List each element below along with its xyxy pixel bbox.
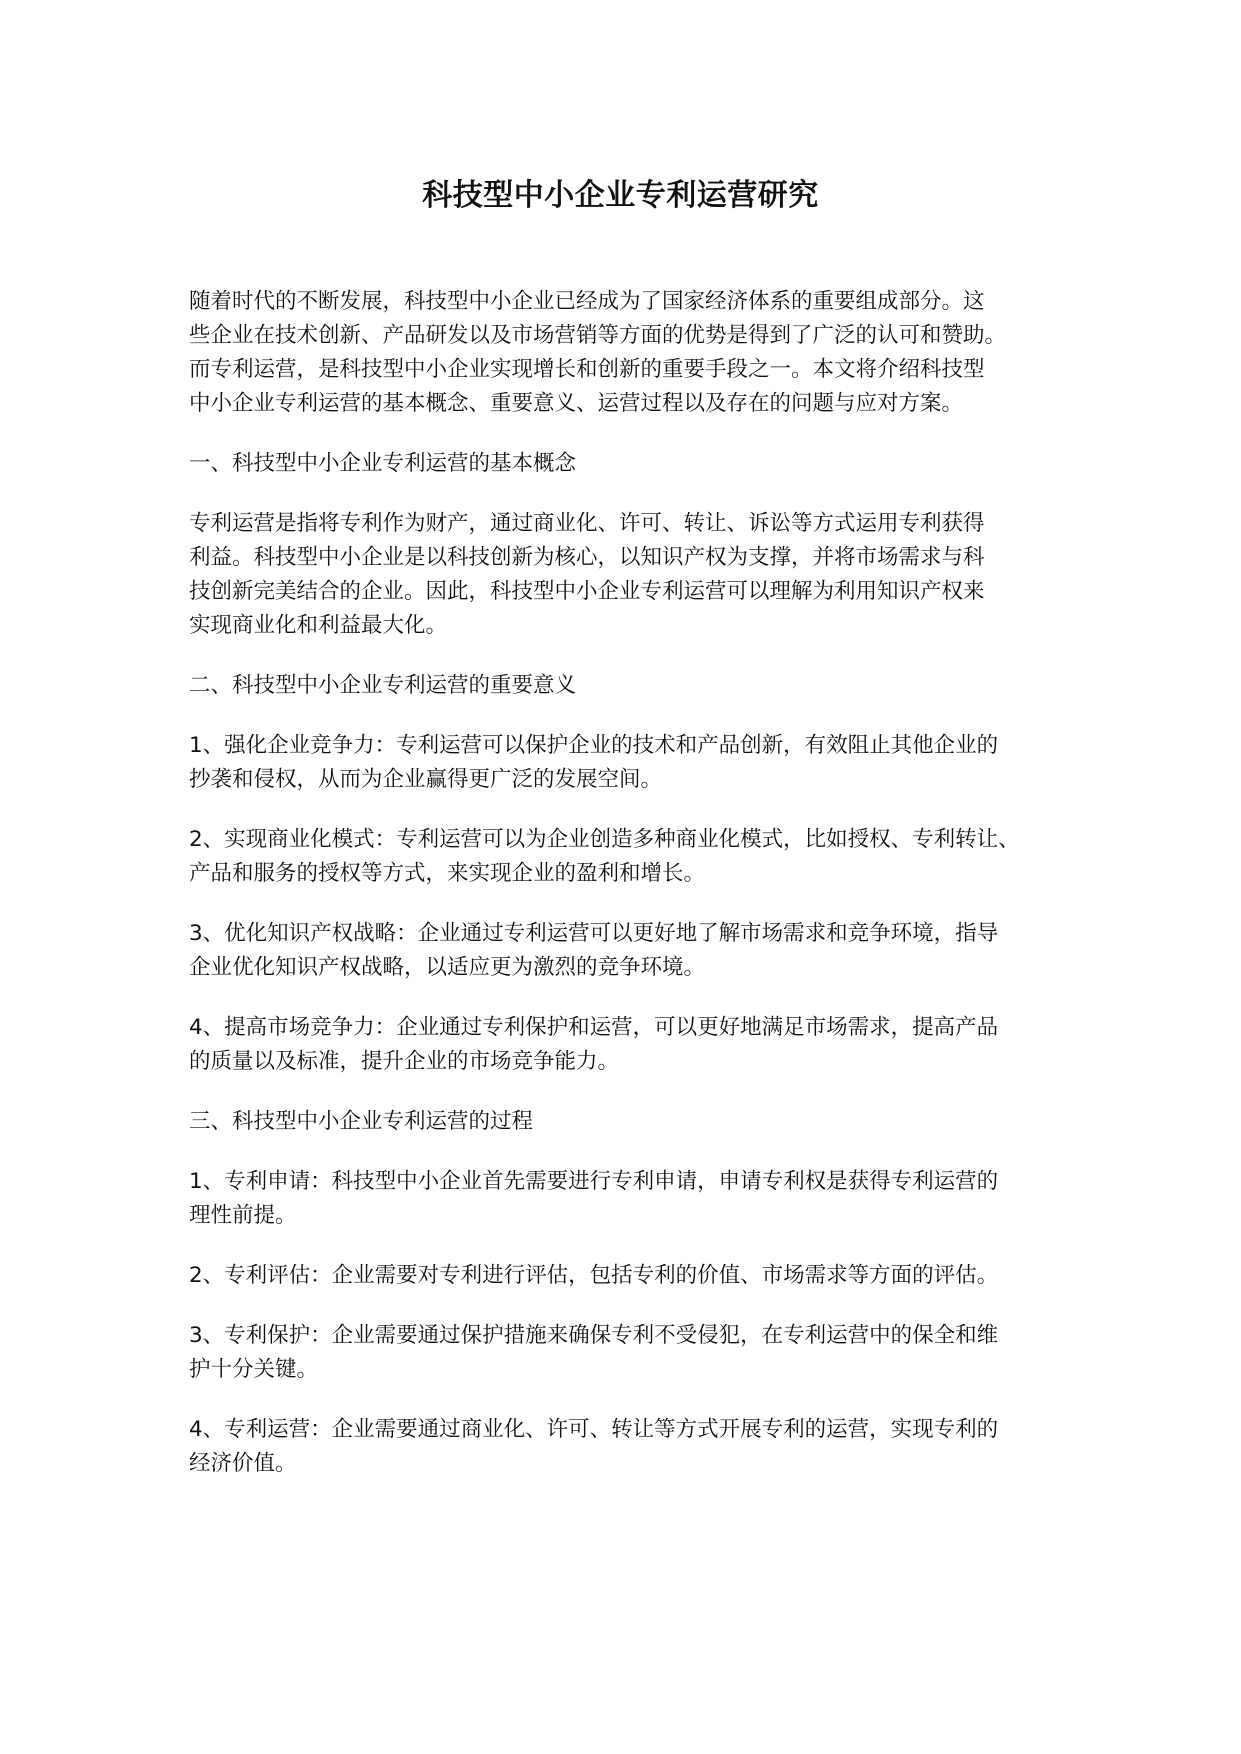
document-title: 科技型中小企业专利运营研究 (422, 178, 819, 213)
text-line: 3、优化知识产权战略：企业通过专利运营可以更好地了解市场需求和竞争环境，指导 (189, 921, 999, 946)
text-line: 中小企业专利运营的基本概念、重要意义、运营过程以及存在的问题与应对方案。 (189, 391, 964, 416)
text-line: 护十分关键。 (189, 1357, 319, 1382)
process-item (189, 1165, 1061, 1233)
text-line: 随着时代的不断发展，科技型中小企业已经成为了国家经济体系的重要组成部分。这 (189, 289, 985, 314)
text-line: 4、专利运营：企业需要通过商业化、许可、转让等方式开展专利的运营，实现专利的 (189, 1417, 999, 1442)
text-line: 实现商业化和利益最大化。 (189, 613, 448, 638)
text-line: 抄袭和侵权，从而为企业赢得更广泛的发展空间。 (189, 767, 663, 792)
section-heading-process: 三、科技型中小企业专利运营的过程 (189, 1109, 534, 1134)
text-line: 而专利运营，是科技型中小企业实现增长和创新的重要手段之一。本文将介绍科技型 (189, 357, 985, 382)
text-line: 2、专利评估：企业需要对专利进行评估，包括专利的价值、市场需求等方面的评估。 (189, 1263, 999, 1288)
text-line: 技创新完美结合的企业。因此，科技型中小企业专利运营可以理解为利用知识产权来 (189, 579, 985, 604)
section-heading-significance: 二、科技型中小企业专利运营的重要意义 (189, 673, 577, 698)
significance-item (189, 1011, 1061, 1079)
text-line: 产品和服务的授权等方式，来实现企业的盈利和增长。 (189, 861, 706, 886)
process-item (189, 1259, 1061, 1293)
text-line: 的质量以及标准，提升企业的市场竞争能力。 (189, 1049, 620, 1074)
process-item (189, 1319, 1061, 1387)
significance-item (189, 917, 1061, 985)
text-line: 3、专利保护：企业需要通过保护措施来确保专利不受侵犯，在专利运营中的保全和维 (189, 1323, 999, 1348)
text-line: 4、提高市场竞争力：企业通过专利保护和运营，可以更好地满足市场需求，提高产品 (189, 1015, 999, 1040)
significance-item (189, 729, 1061, 797)
text-line: 些企业在技术创新、产品研发以及市场营销等方面的优势是得到了广泛的认可和赞助。 (189, 323, 1007, 348)
text-line: 2、实现商业化模式：专利运营可以为企业创造多种商业化模式，比如授权、专利转让、 (189, 827, 1020, 852)
section-heading-concept: 一、科技型中小企业专利运营的基本概念 (189, 451, 577, 476)
concept-paragraph (189, 507, 1061, 643)
text-line: 企业优化知识产权战略，以适应更为激烈的竞争环境。 (189, 955, 706, 980)
significance-item (189, 823, 1061, 891)
text-line: 经济价值。 (189, 1451, 297, 1476)
text-line: 理性前提。 (189, 1203, 297, 1228)
text-line: 利益。科技型中小企业是以科技创新为核心，以知识产权为支撑，并将市场需求与科 (189, 545, 985, 570)
intro-paragraph (189, 285, 1061, 421)
text-line: 1、强化企业竞争力：专利运营可以保护企业的技术和产品创新，有效阻止其他企业的 (189, 733, 999, 758)
process-item (189, 1413, 1061, 1481)
document-body (189, 285, 1061, 1507)
text-line: 专利运营是指将专利作为财产，通过商业化、许可、转让、诉讼等方式运用专利获得 (189, 511, 985, 536)
text-line: 1、专利申请：科技型中小企业首先需要进行专利申请，申请专利权是获得专利运营的 (189, 1169, 999, 1194)
